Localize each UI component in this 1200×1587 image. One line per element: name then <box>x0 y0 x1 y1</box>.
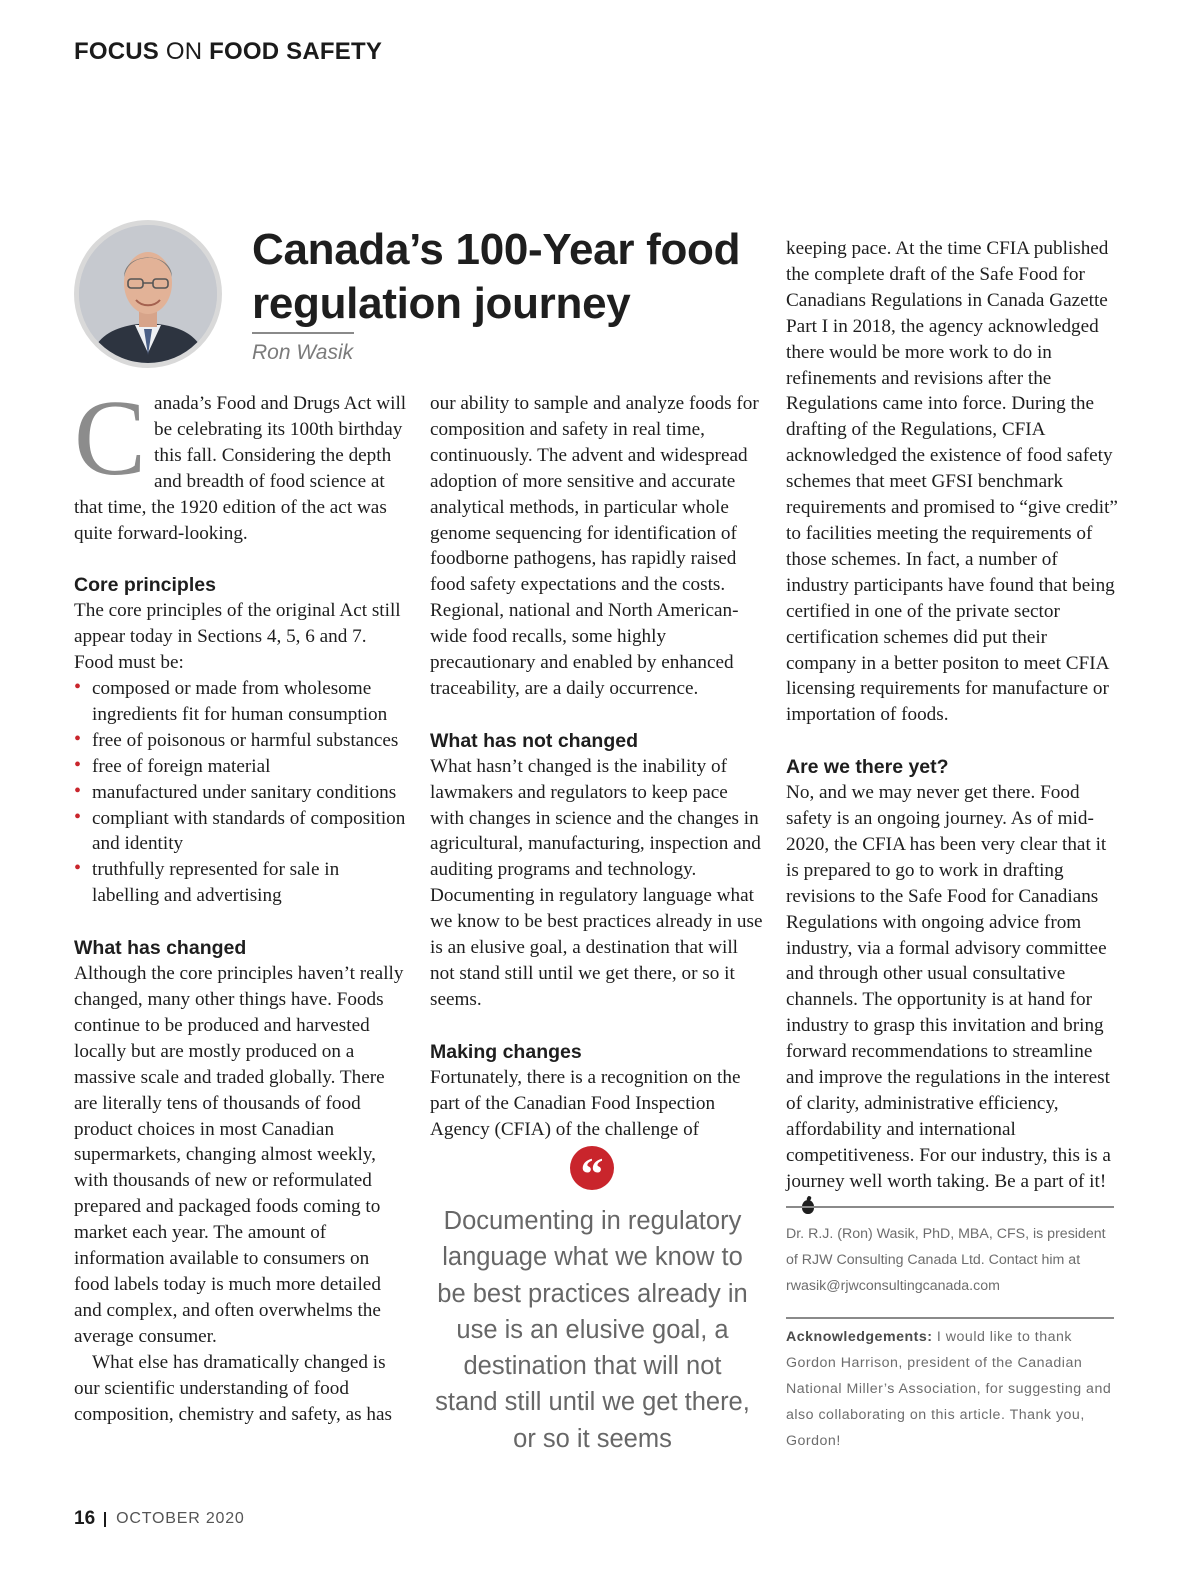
acknowledgements-divider <box>786 1317 1114 1319</box>
changed-paragraph-1: Although the core principles haven’t really changed, many other things have. Foods continue to be produced and harvested locally but are mostly produced on a massive scale and traded globally. There are literally tens of thousands of food product choices in most Canadian supermarkets, changing almost weekly, with thousands of new or reformulated prepared and packaged foods coming to market each year. The amount of information available to consumers on food labels today is much more detailed and complex, and often overwhelms the average consumer. <box>74 963 404 1347</box>
intro-paragraph <box>74 379 409 546</box>
column-3 <box>786 236 1121 1221</box>
pull-quote: Documenting in regulatory language what we know to be best practices already in use is an elusive goal, a destination that will not stand still until we get there, or so it seems <box>435 1207 750 1453</box>
section-label-focus: FOCUS <box>74 38 159 65</box>
section-label <box>74 38 382 66</box>
column-2 <box>430 391 765 1142</box>
list-item: • free of poisonous or harmful substances <box>74 728 409 754</box>
list-item: • free of foreign material <box>74 754 409 780</box>
making-changes-paragraph: Fortunately, there is a recognition on the part of the Canadian Food Inspection Agency (CFIA) of the challenge of <box>430 1066 741 1140</box>
author-bio: Dr. R.J. (Ron) Wasik, PhD, MBA, CFS, is president of RJW Consulting Canada Ltd. Contact him at rwasik@rjwconsultingcanada.com <box>786 1226 1106 1294</box>
heading-core-principles: Core principles <box>74 574 216 597</box>
bio-divider <box>786 1206 1114 1208</box>
quote-mark-icon: “ <box>570 1146 614 1190</box>
article-title <box>252 223 752 331</box>
article-title-line-1: Canada’s 100-Year food <box>252 225 741 274</box>
drop-cap: C <box>74 379 147 498</box>
section-label-topic: FOOD SAFETY <box>209 38 383 65</box>
author-byline: Ron Wasik <box>252 341 354 364</box>
core-principles-list <box>74 676 409 909</box>
issue-date: OCTOBER 2020 <box>116 1510 245 1527</box>
page-footer <box>74 1508 245 1530</box>
heading-what-has-not-changed: What has not changed <box>430 729 639 752</box>
article-title-line-2: regulation journey <box>252 279 631 328</box>
list-item: • truthfully represented for sale in labelling and advertising <box>74 857 409 909</box>
section-label-on: ON <box>165 38 203 65</box>
heading-are-we-there-yet: Are we there yet? <box>786 756 949 779</box>
heading-making-changes: Making changes <box>430 1040 582 1063</box>
acknowledgements <box>786 1325 1116 1455</box>
title-divider <box>252 332 354 334</box>
changed-paragraph-2: What else has dramatically changed is our scientific understanding of food composition, chemistry and safety, as has <box>74 1351 392 1425</box>
acknowledgements-text: I would like to thank Gordon Harrison, president of the Canadian National Miller’s Association, for suggesting and also collaborating on this article. Thank you, Gordon! <box>786 1329 1112 1449</box>
list-item: • manufactured under sanitary conditions <box>74 780 409 806</box>
heading-what-has-changed: What has changed <box>74 937 247 960</box>
list-item: • composed or made from wholesome ingredients fit for human consumption <box>74 676 409 728</box>
cfia-paragraph: keeping pace. At the time CFIA published the complete draft of the Safe Food for Canadians Regulations in Canada Gazette Part I in 2018, the agency acknowledged there would be more work to do in refinements and revisions after the Regulations came into force. During the drafting of the Regulations, CFIA acknowledged the existence of food safety schemes that meet GFSI benchmark requirements and promised to “give credit” to facilities meeting the requirements of those schemes. In fact, a number of industry participants have found that being certified in one of the private sector certification schemes did put their company in a better positon to meet CFIA licensing requirements for manufacture or importation of foods. <box>786 238 1118 726</box>
not-changed-paragraph: What hasn’t changed is the inability of lawmakers and regulators to keep pace with changes in science and the changes in agricultural, manufacturing, inspection and auditing programs and technology. Documenting in regulatory language what we know to be best practices already in use is an elusive goal, a destination that will not stand still until we get there, or so it seems. <box>430 755 763 1010</box>
page-number: 16 <box>74 1508 96 1529</box>
column-1 <box>74 379 409 1427</box>
author-photo <box>74 220 222 368</box>
footer-separator <box>104 1512 106 1527</box>
acknowledgements-label: Acknowledgements: <box>786 1329 933 1345</box>
science-paragraph: our ability to sample and analyze foods for composition and safety in real time, continuously. The advent and widespread adoption of more sensitive and accurate analytical methods, in particular whole genome sequencing for identification of foodborne pathogens, has rapidly raised food safety expectations and the costs. Regional, national and North American-wide food recalls, some highly precautionary and enabled by enhanced traceability, are a daily occurrence. <box>430 393 759 699</box>
intro-text: anada’s Food and Drugs Act will be celebrating its 100th birthday this fall. Considering the depth and breadth of food science at that time, the 1920 edition of the act was quite forward-looking. <box>74 393 407 544</box>
conclusion-paragraph <box>786 780 1121 1220</box>
author-portrait-illustration <box>79 225 217 363</box>
core-intro-paragraph: The core principles of the original Act still appear today in Sections 4, 5, 6 and 7. Food must be: <box>74 600 401 674</box>
conclusion-text: No, and we may never get there. Food safety is an ongoing journey. As of mid-2020, the CFIA has been very clear that it is prepared to go to work in drafting revisions to the Safe Food for Canadians Regulations with ongoing advice from industry, via a formal advisory committee and through other usual consultative channels. The opportunity is at hand for industry to grasp this invitation and bring forward recommendations to streamline and improve the regulations in the interest of clarity, administrative efficiency, affordability and international competitiveness. For our industry, this is a journey well worth taking. Be a part of it! <box>786 782 1111 1192</box>
list-item: • compliant with standards of composition and identity <box>74 806 409 858</box>
